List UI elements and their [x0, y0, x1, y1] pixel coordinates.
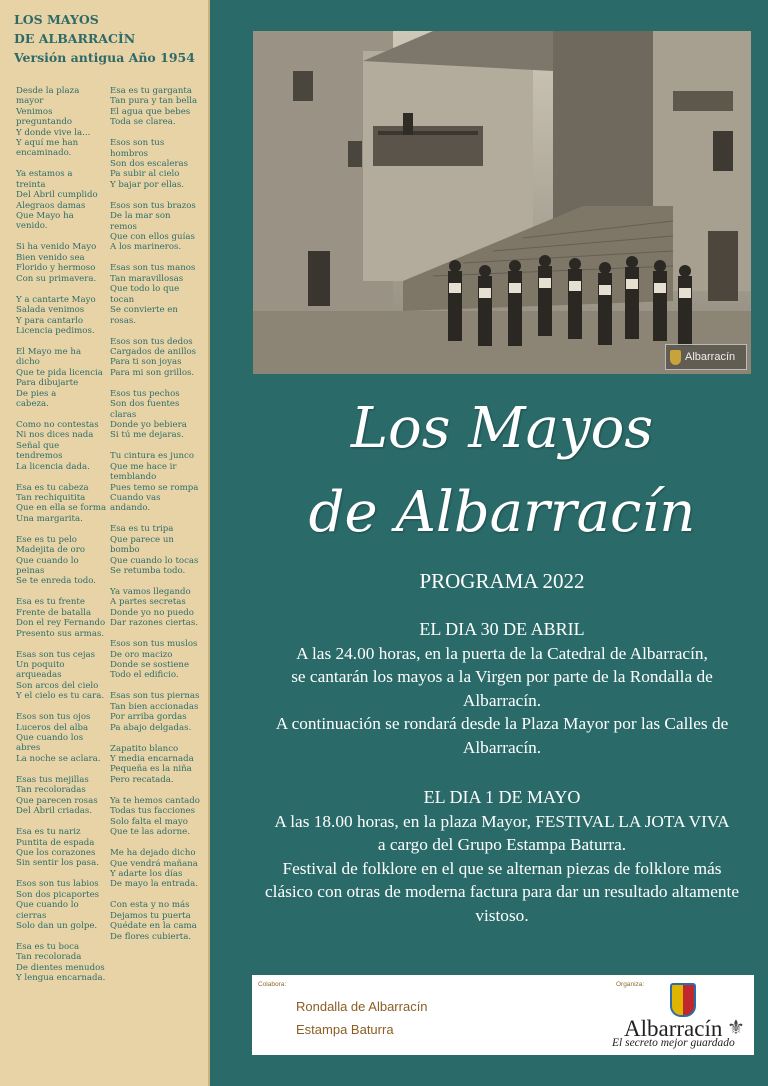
poem-line: Dejamos tu puerta — [110, 910, 191, 921]
poem-line: andando. — [110, 503, 151, 514]
poem-line: Y adarte los días — [110, 868, 183, 879]
poem-line: Madejita de oro — [16, 545, 86, 556]
poem-stanza — [16, 535, 112, 587]
event-line: vistoso. — [475, 905, 529, 925]
poem-stanza — [110, 900, 206, 942]
poem-line: Son dos escaleras — [110, 159, 189, 170]
poem-line: tendremos — [16, 451, 63, 462]
poem-line: Ya vamos llegando — [110, 587, 191, 597]
poem-column-left — [16, 86, 112, 994]
poem-line: Cargados de anillos — [110, 346, 197, 357]
poem-line: Esa es tu frente — [16, 597, 85, 608]
poem-line: Ya estamos a — [16, 169, 73, 180]
poem-line: Del Abril criadas. — [16, 806, 93, 817]
poem-line: Dar razones ciertas. — [110, 618, 199, 629]
sidebar-title-line-1: LOS MAYOS — [14, 12, 99, 27]
collaborator-rondalla: Rondalla de Albarracín — [296, 999, 428, 1014]
poem-line: Son arcos del cielo — [16, 680, 99, 691]
shield-icon — [670, 350, 681, 365]
poem-line: Que con ellos guías — [110, 232, 195, 243]
poem-line: Zapatito blanco — [110, 743, 179, 754]
poem-line: Tu cintura es junco — [110, 451, 194, 462]
dancers-in-plaza-image — [253, 31, 751, 374]
poem-stanza — [110, 263, 206, 325]
event-heading: EL DIA 30 DE ABRIL — [419, 619, 585, 639]
poem-stanza — [16, 420, 112, 472]
poem-line: cabeza. — [16, 398, 49, 409]
event-heading: EL DIA 1 DE MAYO — [423, 787, 581, 807]
poem-line: Pues temo se rompa — [110, 482, 199, 493]
poem-line: abres — [16, 743, 41, 754]
event-line: A las 24.00 horas, en la puerta de la Catedral de Albarracín, — [296, 643, 708, 663]
poem-line: Todas tus facciones — [110, 806, 196, 817]
poem-line: Esos son tus muslos — [110, 639, 198, 650]
poem-stanza — [16, 597, 112, 639]
poem-line: Quédate en la cama — [110, 921, 197, 932]
poem-line: Y donde vive la... — [16, 127, 91, 138]
poem-line: rosas. — [110, 315, 136, 326]
poem-stanza — [16, 483, 112, 525]
poem-line: Que cuando lo tocas — [110, 555, 199, 566]
poem-line: Esos son tus dedos — [110, 336, 193, 347]
poem-line: De oro macizo — [110, 649, 173, 660]
poem-line: Ese es tu pelo — [16, 534, 77, 545]
poem-line: Tan maravillosas — [110, 273, 184, 284]
title-line-2: de Albarracín — [308, 480, 696, 545]
poem-line: Con su primavera. — [16, 273, 97, 284]
poem-line: Señal que — [16, 440, 60, 451]
poem-line: arqueadas — [16, 670, 62, 681]
poem-line: Y aquí me han — [16, 138, 79, 149]
poem-line: venido. — [16, 221, 48, 232]
collaborator-estampa: Estampa Baturra — [296, 1022, 394, 1037]
event-line: a cargo del Grupo Estampa Baturra. — [377, 835, 627, 854]
poem-line: Que los corazones — [16, 847, 96, 858]
poem-line: Donde yo bebiera — [110, 419, 187, 430]
poem-line: Tan recoloradas — [16, 785, 86, 796]
organizer-logo-name: Albarracín — [624, 1016, 723, 1041]
poem-line: Una margarita. — [16, 513, 83, 524]
poem-line: Esos son tus — [110, 138, 165, 149]
poem-line: Que me hace ir — [110, 461, 177, 472]
poem-stanza — [16, 827, 112, 869]
poem-stanza — [16, 86, 112, 159]
sidebar-title-line-2: DE ALBARRACÌN — [14, 31, 136, 46]
poem-line: Que cuando lo — [16, 900, 79, 911]
poem-line: cierras — [16, 910, 47, 921]
poem-line: tocan — [110, 294, 135, 305]
poem-line: Si ha venido Mayo — [16, 242, 97, 253]
key-icon: ⚜ — [727, 1015, 745, 1039]
poem-line: treinta — [16, 179, 46, 190]
poem-line: Son dos fuentes — [110, 399, 180, 410]
poem-line: Y para cantarlo — [16, 315, 84, 326]
poem-line: peinas — [16, 566, 45, 576]
poem-line: De la mar son — [110, 211, 171, 222]
poem-line: Que parecen rosas — [16, 795, 98, 806]
event-may-1 — [254, 786, 750, 927]
poem-line: Puntita de espada — [16, 837, 95, 848]
poem-line: De dientes menudos — [16, 962, 105, 973]
poem-line: Que todo lo que — [110, 284, 180, 295]
poem-sidebar — [0, 0, 210, 1086]
poem-line: Tan recolorada — [16, 952, 82, 963]
poem-line: Y lengua encarnada. — [16, 973, 106, 984]
poem-line: Para mi son grillos. — [110, 367, 195, 378]
poem-line: Esa es tu garganta — [110, 86, 192, 96]
poem-line: Donde yo no puedo — [110, 607, 194, 618]
poem-line: Don el rey Fernando — [16, 618, 106, 629]
poem-line: Se te enreda todo. — [16, 576, 97, 587]
poem-line: Y media encarnada — [110, 754, 194, 765]
poem-line: Toda se clarea. — [110, 117, 176, 128]
poem-line: Para ti son joyas — [110, 357, 182, 368]
poem-stanza — [110, 639, 206, 681]
poem-line: Tan rechiquitita — [16, 492, 86, 503]
poem-line: Desde la plaza — [16, 86, 80, 96]
sponsors-footer — [252, 975, 754, 1055]
poem-line: Donde se sostiene — [110, 660, 190, 671]
poem-line: Para dibujarte — [16, 378, 79, 389]
poem-line: Esos son tus ojos — [16, 712, 91, 723]
poem-column-right — [110, 86, 206, 953]
poem-stanza — [16, 347, 112, 409]
poem-line: Que te las adorne. — [110, 827, 190, 838]
poem-line: Sin sentir los pasa. — [16, 858, 99, 869]
poem-stanza — [110, 138, 206, 190]
poem-line: Esa es tu tripa — [110, 524, 174, 535]
poem-line: Se convierte en — [110, 305, 178, 316]
poem-line: temblando — [110, 472, 157, 483]
event-line: Festival de folklore en el que se alternan piezas de folklore más — [282, 858, 722, 878]
program-heading: PROGRAMA 2022 — [419, 569, 585, 593]
poem-line: Frente de batalla — [16, 607, 92, 618]
event-line: Albarracín. — [462, 737, 542, 757]
poem-line: encaminado. — [16, 148, 72, 159]
poem-stanza — [16, 650, 112, 702]
poem-line: Esa es tu nariz — [16, 827, 81, 838]
poem-line: Que te pida licencia — [16, 367, 103, 378]
poem-stanza — [16, 242, 112, 284]
poem-line: claras — [110, 409, 137, 420]
poem-line: A los marineros. — [110, 242, 182, 253]
poem-stanza — [110, 691, 206, 733]
historic-photo — [253, 31, 751, 374]
poem-stanza — [16, 775, 112, 817]
poem-stanza — [110, 587, 206, 629]
poem-line: Salada venimos — [16, 305, 85, 316]
poem-line: Me ha dejado dicho — [110, 848, 196, 859]
poem-line: Solo dan un golpe. — [16, 920, 98, 931]
poem-line: Esa es tu cabeza — [16, 482, 89, 493]
collaborates-label: Colabora: — [258, 981, 287, 988]
poem-line: Solo falta el mayo — [110, 816, 188, 827]
poem-line: A partes secretas — [110, 597, 186, 608]
poem-stanza — [110, 86, 206, 128]
poem-line: Presento sus armas. — [16, 628, 105, 639]
event-line: A las 18.00 horas, en la plaza Mayor, FESTIVAL LA JOTA VIVA — [274, 811, 730, 831]
poem-stanza — [16, 879, 112, 931]
poem-line: Esas tus mejillas — [16, 774, 89, 785]
poem-line: Licencia pedimos. — [16, 325, 95, 336]
event-line: clásico con otras de moderna factura para dar un resultado altamente — [264, 882, 740, 901]
poem-line: Como no contestas — [16, 419, 99, 430]
title-line-1: Los Mayos — [350, 396, 654, 461]
poem-line: Ya te hemos cantado — [110, 795, 200, 806]
poem-line: Tan bien accionadas — [110, 701, 199, 712]
poem-line: Pero recatada. — [110, 774, 174, 785]
poem-line: Que Mayo ha — [16, 211, 74, 222]
poem-line: Que vendrá mañana — [110, 858, 198, 869]
poem-stanza — [16, 712, 112, 764]
poem-line: De pies a — [16, 388, 57, 399]
poem-line: Que cuando lo — [16, 555, 79, 566]
poem-line: Y bajar por ellas. — [110, 179, 185, 190]
poem-line: El Mayo me ha — [16, 346, 82, 357]
event-april-30 — [254, 618, 750, 759]
poem-stanza — [110, 744, 206, 786]
poem-line: Esos son tus brazos — [110, 200, 196, 211]
poem-line: Son dos picaportes — [16, 889, 100, 900]
poem-stanza — [110, 848, 206, 890]
poem-line: bombo — [110, 545, 140, 556]
poem-line: Y el cielo es tu cara. — [16, 691, 105, 702]
poem-stanza — [110, 796, 206, 838]
event-line: se cantarán los mayos a la Virgen por parte de la Rondalla de — [291, 667, 713, 686]
poem-line: Tan pura y tan bella — [110, 96, 198, 107]
poem-line: Luceros del alba — [16, 722, 89, 733]
poem-line: Esos son tus labios — [16, 879, 99, 890]
event-line: A continuación se rondará desde la Plaza Mayor por las Calles de — [275, 714, 729, 733]
poem-line: Esas son tus piernas — [110, 691, 200, 702]
poem-line: De flores cubierta. — [110, 931, 192, 942]
poem-line: Un poquito — [16, 660, 65, 671]
poem-line: Se retumba todo. — [110, 566, 186, 576]
poem-line: La licencia dada. — [16, 461, 90, 472]
poem-line: Y a cantarte Mayo — [16, 294, 96, 305]
poem-line: Que en ella se forma — [16, 503, 107, 514]
organizer-logo-tagline: El secreto mejor guardado — [612, 1037, 735, 1049]
organizes-label: Organiza: — [616, 981, 645, 988]
poem-line: dicho — [16, 357, 40, 368]
photo-watermark — [665, 344, 747, 370]
poem-line: Florido y hermoso — [16, 263, 96, 274]
event-line: Albarracín. — [462, 690, 542, 710]
poem-line: mayor — [16, 96, 44, 107]
poem-line: Esas son tus cejas — [16, 649, 96, 660]
poem-line: remos — [110, 221, 137, 232]
poem-line: Pa abajo delgadas. — [110, 722, 192, 733]
poem-line: preguntando — [16, 117, 73, 128]
poem-stanza — [110, 524, 206, 576]
poem-line: La noche se aclara. — [16, 753, 101, 764]
poem-line: Si tú me dejaras. — [110, 430, 184, 441]
poem-line: Que cuando los — [16, 733, 84, 744]
poem-line: Del Abril cumplido — [16, 190, 98, 201]
poem-line: Por arriba gordas — [110, 712, 187, 723]
poem-line: Bien venido sea — [16, 252, 85, 263]
poem-stanza — [16, 169, 112, 231]
poem-line: Cuando vas — [110, 492, 161, 503]
poem-line: El agua que bebes — [110, 106, 191, 117]
poem-line: Todo el edificio. — [110, 670, 179, 681]
poem-line: Pequeña es la niña — [110, 764, 192, 775]
poem-line: Con esta y no más — [110, 900, 190, 911]
poem-stanza — [110, 337, 206, 379]
poem-line: Venimos — [16, 106, 53, 117]
poem-line: De mayo la entrada. — [110, 879, 199, 890]
poem-line: Ni nos dices nada — [16, 430, 94, 441]
poem-line: Esos tus pechos — [110, 388, 180, 399]
poem-stanza — [110, 451, 206, 513]
poem-line: Pa subir al cielo — [110, 169, 180, 180]
poem-line: Alegraos damas — [16, 200, 86, 211]
poem-stanza — [16, 295, 112, 337]
sidebar-subtitle: Versión antigua Año 1954 — [14, 50, 195, 65]
poem-stanza — [16, 942, 112, 984]
poem-stanza — [110, 389, 206, 441]
coat-of-arms-icon — [670, 983, 696, 1017]
photo-watermark-text: Albarracín — [685, 351, 736, 363]
poem-line: hombros — [110, 148, 149, 159]
poem-line: Que parece un — [110, 534, 174, 545]
poem-stanza — [110, 201, 206, 253]
poem-line: Esas son tus manos — [110, 263, 196, 274]
poem-line: Esa es tu boca — [16, 941, 80, 952]
